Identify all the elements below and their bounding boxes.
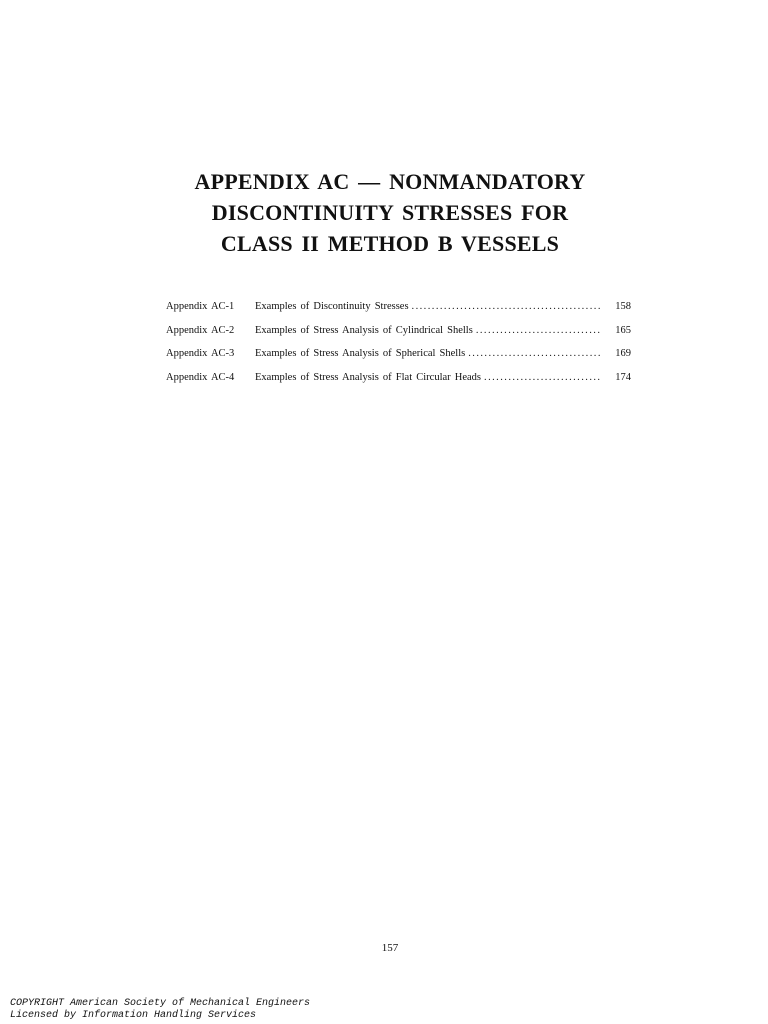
- copyright-notice: [10, 998, 310, 1022]
- copyright-line-2: Licensed by Information Handling Services: [10, 1010, 257, 1021]
- toc-entry-page: 165: [615, 324, 631, 336]
- toc-entry-title: Examples of Discontinuity Stresses: [255, 301, 409, 312]
- title-line-3: CLASS II METHOD B VESSELS: [220, 231, 560, 256]
- title-line-2: DISCONTINUITY STRESSES FOR: [211, 200, 569, 225]
- toc-leader-dots: [468, 348, 601, 359]
- title-line-1: APPENDIX AC — NONMANDATORY: [194, 169, 586, 194]
- toc-entry-id: Appendix AC-4: [166, 371, 235, 383]
- copyright-line-1: COPYRIGHT American Society of Mechanical Engineers: [10, 998, 311, 1009]
- toc-entry-title: Examples of Stress Analysis of Flat Circular Heads: [255, 371, 482, 383]
- toc-leader-dots: [476, 325, 601, 336]
- toc-entry-page: 174: [615, 371, 631, 383]
- toc-entry-ac-1[interactable]: [166, 301, 631, 325]
- toc-leader-dots: [412, 301, 601, 312]
- toc-entry-ac-3[interactable]: [166, 348, 631, 372]
- page-number: 157: [381, 942, 399, 954]
- toc-entry-ac-2[interactable]: [166, 325, 631, 349]
- table-of-contents: [166, 301, 631, 395]
- toc-entry-page: 169: [615, 348, 631, 359]
- toc-leader-dots: [484, 372, 601, 383]
- toc-entry-id: Appendix AC-1: [166, 301, 235, 312]
- toc-entry-ac-4[interactable]: [166, 372, 631, 396]
- toc-entry-page: 158: [615, 301, 631, 312]
- page-title: [0, 166, 768, 259]
- toc-entry-id: Appendix AC-2: [166, 324, 235, 336]
- toc-entry-title: Examples of Stress Analysis of Spherical Shells: [255, 348, 466, 359]
- toc-entry-id: Appendix AC-3: [166, 348, 235, 359]
- toc-entry-title: Examples of Stress Analysis of Cylindrical Shells: [255, 324, 473, 336]
